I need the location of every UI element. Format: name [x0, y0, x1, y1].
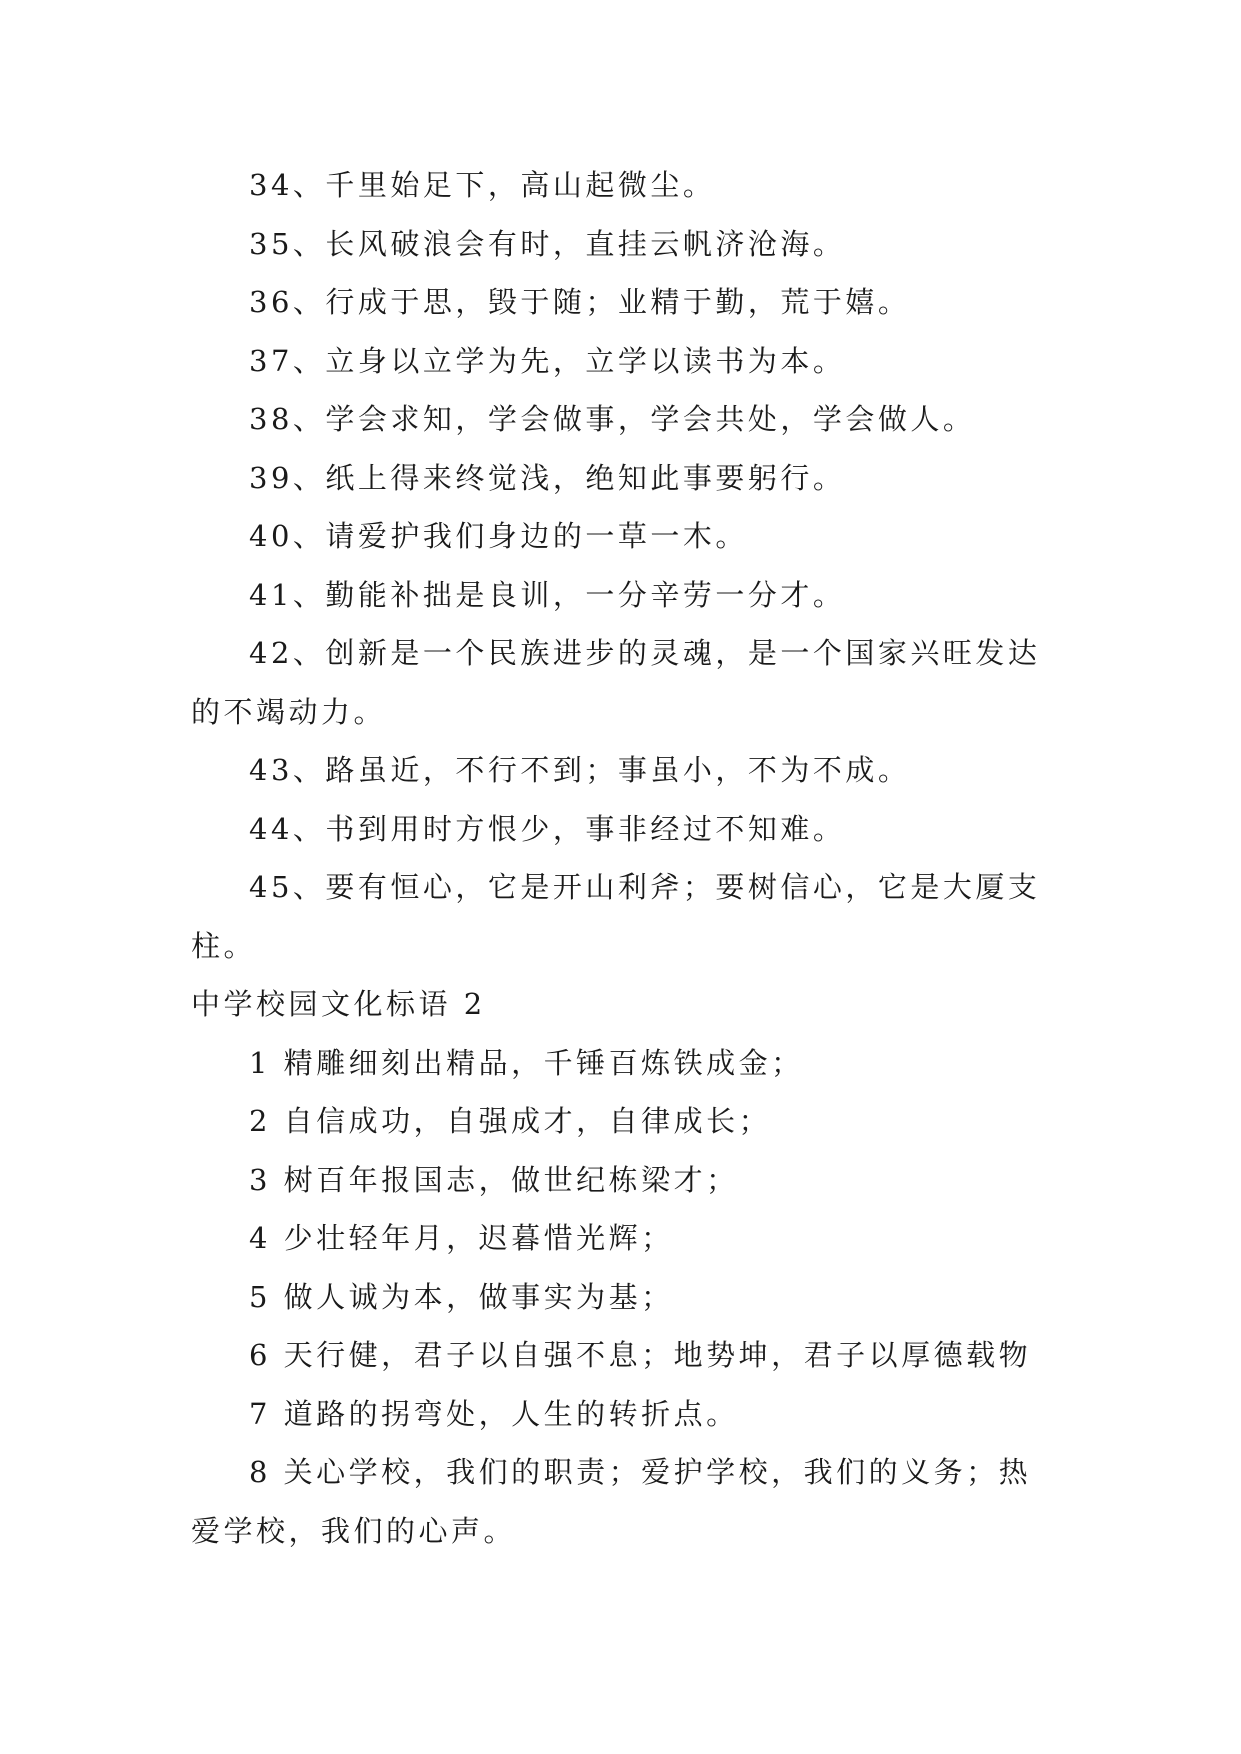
slogan-8: 8 关心学校，我们的职责；爱护学校，我们的义务；热爱学校，我们的心声。 [191, 1455, 1032, 1548]
slogan-41: 41、勤能补拙是良训，一分辛劳一分才。 [249, 577, 846, 612]
slogan-45: 45、要有恒心，它是开山利斧；要树信心，它是大厦支柱。 [191, 870, 1041, 963]
slogan-43: 43、路虽近，不行不到；事虽小，不为不成。 [249, 753, 911, 787]
slogan-40: 40、请爱护我们身边的一草一木。 [249, 519, 748, 553]
document-body [191, 156, 1053, 1560]
slogan-42: 42、创新是一个民族进步的灵魂，是一个国家兴旺发达的不竭动力。 [191, 636, 1041, 729]
slogan-35: 35、长风破浪会有时，直挂云帆济沧海。 [249, 226, 846, 261]
slogan-34: 34、千里始足下，高山起微尘。 [249, 168, 716, 202]
slogan-2: 2 自信成功，自强成才，自律成长； [249, 1104, 772, 1138]
section-heading: 中学校园文化标语 2 [191, 987, 486, 1021]
slogan-7: 7 道路的拐弯处，人生的转折点。 [249, 1396, 739, 1431]
slogan-6: 6 天行健，君子以自强不息；地势坤，君子以厚德载物 [249, 1338, 1032, 1372]
slogan-5: 5 做人诚为本，做事实为基； [249, 1279, 674, 1314]
slogan-38: 38、学会求知，学会做事，学会共处，学会做人。 [249, 402, 976, 436]
slogan-4: 4 少壮轻年月，迟暮惜光辉； [249, 1221, 674, 1255]
slogan-3: 3 树百年报国志，做世纪栋梁才； [249, 1162, 739, 1197]
slogan-36: 36、行成于思，毁于随；业精于勤，荒于嬉。 [249, 285, 911, 319]
slogan-1: 1 精雕细刻出精品，千锤百炼铁成金； [249, 1045, 804, 1080]
slogan-44: 44、书到用时方恨少，事非经过不知难。 [249, 811, 846, 846]
slogan-37: 37、立身以立学为先，立学以读书为本。 [249, 343, 846, 378]
slogan-39: 39、纸上得来终觉浅，绝知此事要躬行。 [249, 460, 846, 495]
